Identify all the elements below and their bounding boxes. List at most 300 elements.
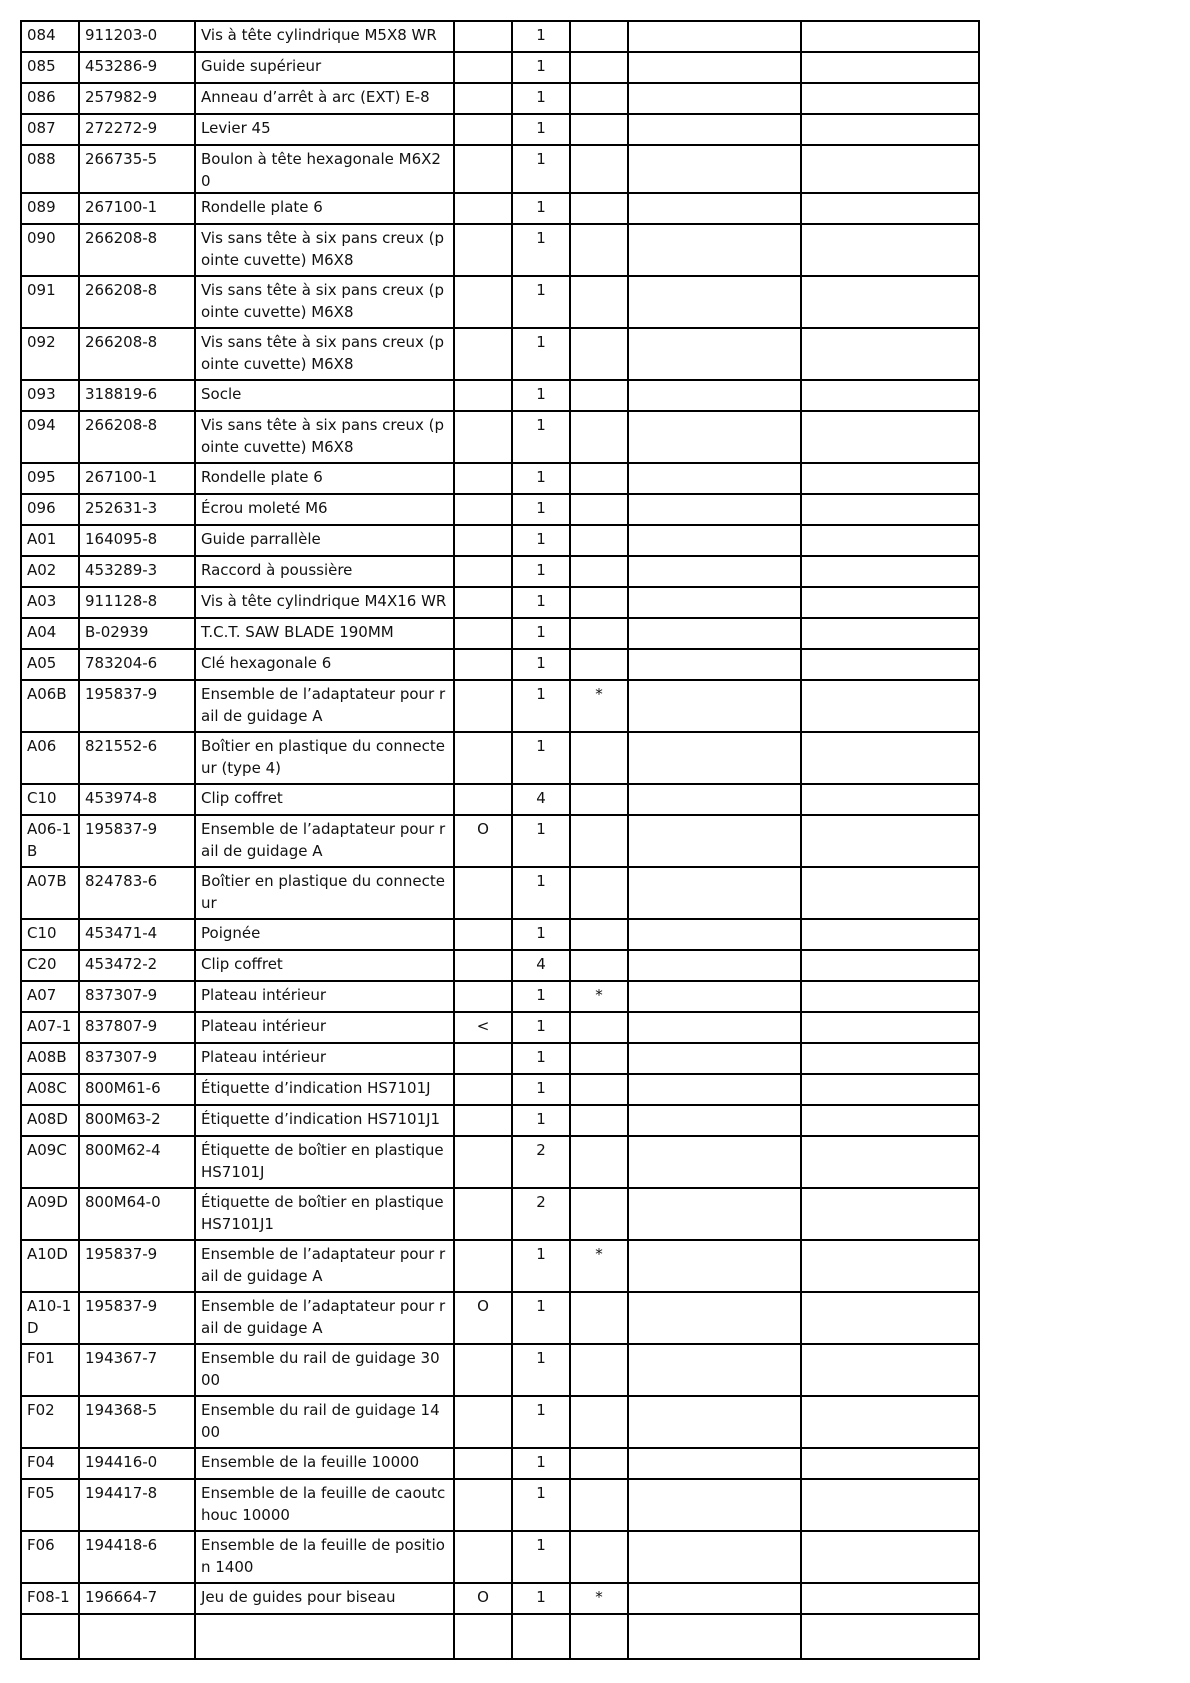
quantity-cell: 1 xyxy=(512,919,570,950)
part-number-cell: 266208-8 xyxy=(79,276,195,328)
part-number-cell: 837307-9 xyxy=(79,981,195,1012)
quantity-cell: 1 xyxy=(512,680,570,732)
empty-cell xyxy=(801,1614,979,1659)
option-cell xyxy=(454,411,512,463)
option-cell xyxy=(454,145,512,193)
empty-cell xyxy=(801,276,979,328)
description-cell: Vis à tête cylindrique M4X16 WR xyxy=(195,587,454,618)
empty-cell xyxy=(628,114,801,145)
table-row xyxy=(21,1479,979,1531)
part-number-cell: 800M61-6 xyxy=(79,1074,195,1105)
empty-cell xyxy=(628,52,801,83)
empty-cell xyxy=(628,1240,801,1292)
empty-cell xyxy=(801,114,979,145)
item-number-cell: F02 xyxy=(21,1396,79,1448)
note-cell: * xyxy=(570,1583,628,1614)
empty-cell xyxy=(801,328,979,380)
empty-cell xyxy=(570,1614,628,1659)
note-cell xyxy=(570,21,628,52)
empty-cell xyxy=(801,1583,979,1614)
empty-cell xyxy=(801,649,979,680)
quantity-cell: 1 xyxy=(512,1074,570,1105)
item-number-cell: 088 xyxy=(21,145,79,193)
quantity-cell: 1 xyxy=(512,114,570,145)
description-cell: Guide parrallèle xyxy=(195,525,454,556)
empty-cell xyxy=(801,525,979,556)
note-cell xyxy=(570,618,628,649)
table-row xyxy=(21,328,979,380)
option-cell xyxy=(454,1479,512,1531)
table-row xyxy=(21,276,979,328)
note-cell xyxy=(570,52,628,83)
empty-cell xyxy=(628,587,801,618)
empty-cell xyxy=(801,919,979,950)
quantity-cell: 1 xyxy=(512,649,570,680)
item-number-cell: 093 xyxy=(21,380,79,411)
empty-cell xyxy=(628,1292,801,1344)
empty-cell xyxy=(628,1448,801,1479)
item-number-cell: A05 xyxy=(21,649,79,680)
option-cell xyxy=(454,1188,512,1240)
item-number-cell: C10 xyxy=(21,919,79,950)
table-row xyxy=(21,1583,979,1614)
description-cell: Anneau d’arrêt à arc (EXT) E-8 xyxy=(195,83,454,114)
note-cell: * xyxy=(570,981,628,1012)
empty-cell xyxy=(801,224,979,276)
table-row xyxy=(21,1531,979,1583)
empty-cell xyxy=(801,556,979,587)
option-cell xyxy=(454,919,512,950)
note-cell xyxy=(570,494,628,525)
empty-cell xyxy=(79,1614,195,1659)
table-row xyxy=(21,1292,979,1344)
option-cell xyxy=(454,83,512,114)
part-number-cell: 195837-9 xyxy=(79,1292,195,1344)
quantity-cell: 1 xyxy=(512,732,570,784)
empty-cell xyxy=(628,1396,801,1448)
note-cell xyxy=(570,1479,628,1531)
empty-cell xyxy=(628,1531,801,1583)
quantity-cell: 1 xyxy=(512,193,570,224)
table-row xyxy=(21,649,979,680)
option-cell xyxy=(454,114,512,145)
empty-cell xyxy=(628,981,801,1012)
option-cell xyxy=(454,618,512,649)
quantity-cell: 1 xyxy=(512,556,570,587)
description-cell: Ensemble de la feuille de caoutchouc 10000 xyxy=(195,1479,454,1531)
part-number-cell: 194367-7 xyxy=(79,1344,195,1396)
item-number-cell: 085 xyxy=(21,52,79,83)
part-number-cell: 800M63-2 xyxy=(79,1105,195,1136)
quantity-cell: 1 xyxy=(512,1479,570,1531)
option-cell: O xyxy=(454,1292,512,1344)
note-cell xyxy=(570,815,628,867)
quantity-cell: 1 xyxy=(512,1240,570,1292)
note-cell xyxy=(570,784,628,815)
empty-cell xyxy=(628,380,801,411)
empty-cell xyxy=(801,145,979,193)
quantity-cell: 1 xyxy=(512,380,570,411)
option-cell xyxy=(454,587,512,618)
description-cell: Plateau intérieur xyxy=(195,1043,454,1074)
table-row xyxy=(21,83,979,114)
description-cell: Ensemble de l’adaptateur pour rail de guidage A xyxy=(195,680,454,732)
item-number-cell: F08-1 xyxy=(21,1583,79,1614)
note-cell: * xyxy=(570,1240,628,1292)
part-number-cell: 453974-8 xyxy=(79,784,195,815)
item-number-cell: 094 xyxy=(21,411,79,463)
description-cell: Poignée xyxy=(195,919,454,950)
option-cell xyxy=(454,52,512,83)
empty-cell xyxy=(628,1074,801,1105)
quantity-cell: 1 xyxy=(512,1448,570,1479)
table-row xyxy=(21,950,979,981)
empty-cell xyxy=(801,618,979,649)
description-cell: Vis à tête cylindrique M5X8 WR xyxy=(195,21,454,52)
quantity-cell: 1 xyxy=(512,145,570,193)
quantity-cell: 2 xyxy=(512,1188,570,1240)
part-number-cell: 783204-6 xyxy=(79,649,195,680)
empty-cell xyxy=(801,1012,979,1043)
empty-cell xyxy=(801,1396,979,1448)
option-cell xyxy=(454,981,512,1012)
item-number-cell: A06-1B xyxy=(21,815,79,867)
part-number-cell: 837807-9 xyxy=(79,1012,195,1043)
note-cell xyxy=(570,1396,628,1448)
quantity-cell: 1 xyxy=(512,525,570,556)
option-cell xyxy=(454,1136,512,1188)
note-cell xyxy=(570,463,628,494)
empty-cell xyxy=(195,1614,454,1659)
item-number-cell: F05 xyxy=(21,1479,79,1531)
empty-cell xyxy=(801,981,979,1012)
part-number-cell: 800M64-0 xyxy=(79,1188,195,1240)
empty-cell xyxy=(801,1105,979,1136)
description-cell: Étiquette de boîtier en plastique HS7101J1 xyxy=(195,1188,454,1240)
description-cell: Ensemble du rail de guidage 3000 xyxy=(195,1344,454,1396)
note-cell xyxy=(570,919,628,950)
option-cell xyxy=(454,380,512,411)
note-cell xyxy=(570,556,628,587)
empty-cell xyxy=(628,83,801,114)
option-cell xyxy=(454,680,512,732)
description-cell: Ensemble de l’adaptateur pour rail de guidage A xyxy=(195,815,454,867)
empty-cell xyxy=(801,950,979,981)
table-row xyxy=(21,21,979,52)
table-row xyxy=(21,867,979,919)
note-cell xyxy=(570,1344,628,1396)
description-cell: Ensemble de la feuille 10000 xyxy=(195,1448,454,1479)
quantity-cell: 1 xyxy=(512,1531,570,1583)
note-cell xyxy=(570,649,628,680)
option-cell xyxy=(454,224,512,276)
empty-cell xyxy=(628,224,801,276)
option-cell xyxy=(454,1105,512,1136)
table-row xyxy=(21,680,979,732)
option-cell xyxy=(454,732,512,784)
item-number-cell: 095 xyxy=(21,463,79,494)
quantity-cell: 1 xyxy=(512,867,570,919)
empty-cell xyxy=(628,680,801,732)
item-number-cell: A08C xyxy=(21,1074,79,1105)
option-cell: O xyxy=(454,1583,512,1614)
description-cell: Clip coffret xyxy=(195,950,454,981)
empty-cell xyxy=(801,1292,979,1344)
part-number-cell: 267100-1 xyxy=(79,463,195,494)
empty-cell xyxy=(628,919,801,950)
note-cell xyxy=(570,193,628,224)
quantity-cell: 1 xyxy=(512,494,570,525)
empty-cell xyxy=(628,525,801,556)
option-cell xyxy=(454,193,512,224)
quantity-cell: 1 xyxy=(512,1105,570,1136)
table-row xyxy=(21,1074,979,1105)
item-number-cell: 091 xyxy=(21,276,79,328)
empty-cell xyxy=(454,1614,512,1659)
part-number-cell: 267100-1 xyxy=(79,193,195,224)
description-cell: Boîtier en plastique du connecteur xyxy=(195,867,454,919)
empty-cell xyxy=(628,1479,801,1531)
table-row xyxy=(21,1105,979,1136)
part-number-cell: 266735-5 xyxy=(79,145,195,193)
empty-cell xyxy=(628,463,801,494)
option-cell xyxy=(454,1531,512,1583)
description-cell: Vis sans tête à six pans creux (pointe cuvette) M6X8 xyxy=(195,328,454,380)
empty-cell xyxy=(801,380,979,411)
description-cell: Étiquette d’indication HS7101J1 xyxy=(195,1105,454,1136)
quantity-cell: 4 xyxy=(512,950,570,981)
table-row xyxy=(21,525,979,556)
option-cell xyxy=(454,494,512,525)
empty-cell xyxy=(801,587,979,618)
quantity-cell: 1 xyxy=(512,815,570,867)
empty-cell xyxy=(628,1188,801,1240)
description-cell: Ensemble de l’adaptateur pour rail de guidage A xyxy=(195,1292,454,1344)
table-row xyxy=(21,919,979,950)
description-cell: Rondelle plate 6 xyxy=(195,193,454,224)
note-cell xyxy=(570,1012,628,1043)
option-cell xyxy=(454,1448,512,1479)
table-row xyxy=(21,784,979,815)
empty-cell xyxy=(801,1136,979,1188)
description-cell: Plateau intérieur xyxy=(195,981,454,1012)
note-cell xyxy=(570,224,628,276)
note-cell xyxy=(570,1188,628,1240)
option-cell: < xyxy=(454,1012,512,1043)
option-cell xyxy=(454,1396,512,1448)
table-row xyxy=(21,411,979,463)
option-cell xyxy=(454,867,512,919)
item-number-cell: A01 xyxy=(21,525,79,556)
description-cell: Rondelle plate 6 xyxy=(195,463,454,494)
note-cell xyxy=(570,1043,628,1074)
empty-cell xyxy=(628,950,801,981)
note-cell xyxy=(570,328,628,380)
item-number-cell: A04 xyxy=(21,618,79,649)
table-row xyxy=(21,380,979,411)
table-row xyxy=(21,1012,979,1043)
part-number-cell: 318819-6 xyxy=(79,380,195,411)
part-number-cell: 194416-0 xyxy=(79,1448,195,1479)
quantity-cell: 2 xyxy=(512,1136,570,1188)
item-number-cell: F01 xyxy=(21,1344,79,1396)
empty-cell xyxy=(628,193,801,224)
option-cell xyxy=(454,556,512,587)
empty-cell xyxy=(801,21,979,52)
option-cell xyxy=(454,1043,512,1074)
note-cell xyxy=(570,83,628,114)
empty-cell xyxy=(628,21,801,52)
note-cell xyxy=(570,380,628,411)
part-number-cell: B-02939 xyxy=(79,618,195,649)
empty-cell xyxy=(801,494,979,525)
item-number-cell: A08D xyxy=(21,1105,79,1136)
part-number-cell: 453286-9 xyxy=(79,52,195,83)
part-number-cell: 194418-6 xyxy=(79,1531,195,1583)
description-cell: Raccord à poussière xyxy=(195,556,454,587)
empty-cell xyxy=(801,52,979,83)
description-cell: Ensemble de l’adaptateur pour rail de guidage A xyxy=(195,1240,454,1292)
table-row xyxy=(21,114,979,145)
item-number-cell: A03 xyxy=(21,587,79,618)
note-cell xyxy=(570,525,628,556)
quantity-cell: 1 xyxy=(512,1583,570,1614)
parts-list-body xyxy=(21,21,979,1659)
description-cell: Vis sans tête à six pans creux (pointe cuvette) M6X8 xyxy=(195,411,454,463)
table-row xyxy=(21,145,979,193)
empty-cell xyxy=(801,1188,979,1240)
empty-cell xyxy=(801,1344,979,1396)
table-row xyxy=(21,587,979,618)
note-cell: * xyxy=(570,680,628,732)
table-row xyxy=(21,1448,979,1479)
empty-cell xyxy=(628,1614,801,1659)
quantity-cell: 1 xyxy=(512,1043,570,1074)
empty-cell xyxy=(628,494,801,525)
empty-cell xyxy=(628,1583,801,1614)
item-number-cell: A06B xyxy=(21,680,79,732)
note-cell xyxy=(570,1531,628,1583)
item-number-cell: C10 xyxy=(21,784,79,815)
empty-cell xyxy=(628,411,801,463)
part-number-cell: 272272-9 xyxy=(79,114,195,145)
empty-cell xyxy=(801,193,979,224)
empty-cell xyxy=(801,463,979,494)
table-row xyxy=(21,1396,979,1448)
part-number-cell: 453472-2 xyxy=(79,950,195,981)
empty-cell xyxy=(628,1105,801,1136)
note-cell xyxy=(570,732,628,784)
note-cell xyxy=(570,1074,628,1105)
table-row xyxy=(21,1136,979,1188)
table-row xyxy=(21,1344,979,1396)
item-number-cell: 087 xyxy=(21,114,79,145)
part-number-cell: 453471-4 xyxy=(79,919,195,950)
empty-cell xyxy=(801,680,979,732)
description-cell: Écrou moleté M6 xyxy=(195,494,454,525)
description-cell: Clip coffret xyxy=(195,784,454,815)
item-number-cell: A06 xyxy=(21,732,79,784)
table-row-empty xyxy=(21,1614,979,1659)
table-row xyxy=(21,52,979,83)
empty-cell xyxy=(628,328,801,380)
table-row xyxy=(21,556,979,587)
part-number-cell: 195837-9 xyxy=(79,1240,195,1292)
item-number-cell: 092 xyxy=(21,328,79,380)
quantity-cell: 4 xyxy=(512,784,570,815)
table-row xyxy=(21,224,979,276)
description-cell: Vis sans tête à six pans creux (pointe cuvette) M6X8 xyxy=(195,276,454,328)
option-cell xyxy=(454,328,512,380)
note-cell xyxy=(570,114,628,145)
quantity-cell: 1 xyxy=(512,1012,570,1043)
empty-cell xyxy=(628,1043,801,1074)
option-cell xyxy=(454,525,512,556)
description-cell: Étiquette de boîtier en plastique HS7101J xyxy=(195,1136,454,1188)
quantity-cell: 1 xyxy=(512,463,570,494)
note-cell xyxy=(570,1448,628,1479)
item-number-cell: A07B xyxy=(21,867,79,919)
quantity-cell: 1 xyxy=(512,618,570,649)
empty-cell xyxy=(801,867,979,919)
quantity-cell: 1 xyxy=(512,587,570,618)
option-cell xyxy=(454,463,512,494)
description-cell: Boulon à tête hexagonale M6X20 xyxy=(195,145,454,193)
empty-cell xyxy=(628,1344,801,1396)
quantity-cell: 1 xyxy=(512,981,570,1012)
empty-cell xyxy=(628,867,801,919)
item-number-cell: 090 xyxy=(21,224,79,276)
part-number-cell: 824783-6 xyxy=(79,867,195,919)
item-number-cell: F04 xyxy=(21,1448,79,1479)
item-number-cell: A07-1 xyxy=(21,1012,79,1043)
table-row xyxy=(21,463,979,494)
table-row xyxy=(21,1188,979,1240)
empty-cell xyxy=(801,732,979,784)
quantity-cell: 1 xyxy=(512,21,570,52)
part-number-cell: 195837-9 xyxy=(79,680,195,732)
description-cell: Vis sans tête à six pans creux (pointe cuvette) M6X8 xyxy=(195,224,454,276)
option-cell xyxy=(454,21,512,52)
note-cell xyxy=(570,1105,628,1136)
empty-cell xyxy=(801,1531,979,1583)
option-cell xyxy=(454,1074,512,1105)
empty-cell xyxy=(801,1479,979,1531)
description-cell: Étiquette d’indication HS7101J xyxy=(195,1074,454,1105)
option-cell xyxy=(454,950,512,981)
description-cell: Ensemble de la feuille de position 1400 xyxy=(195,1531,454,1583)
quantity-cell: 1 xyxy=(512,328,570,380)
empty-cell xyxy=(801,1240,979,1292)
empty-cell xyxy=(628,1136,801,1188)
part-number-cell: 837307-9 xyxy=(79,1043,195,1074)
part-number-cell: 252631-3 xyxy=(79,494,195,525)
item-number-cell: 086 xyxy=(21,83,79,114)
part-number-cell: 453289-3 xyxy=(79,556,195,587)
item-number-cell: A10-1D xyxy=(21,1292,79,1344)
option-cell xyxy=(454,1240,512,1292)
quantity-cell: 1 xyxy=(512,1292,570,1344)
part-number-cell: 194417-8 xyxy=(79,1479,195,1531)
part-number-cell: 821552-6 xyxy=(79,732,195,784)
part-number-cell: 911203-0 xyxy=(79,21,195,52)
description-cell: Clé hexagonale 6 xyxy=(195,649,454,680)
note-cell xyxy=(570,411,628,463)
part-number-cell: 196664-7 xyxy=(79,1583,195,1614)
quantity-cell: 1 xyxy=(512,1396,570,1448)
description-cell: Plateau intérieur xyxy=(195,1012,454,1043)
table-row xyxy=(21,815,979,867)
